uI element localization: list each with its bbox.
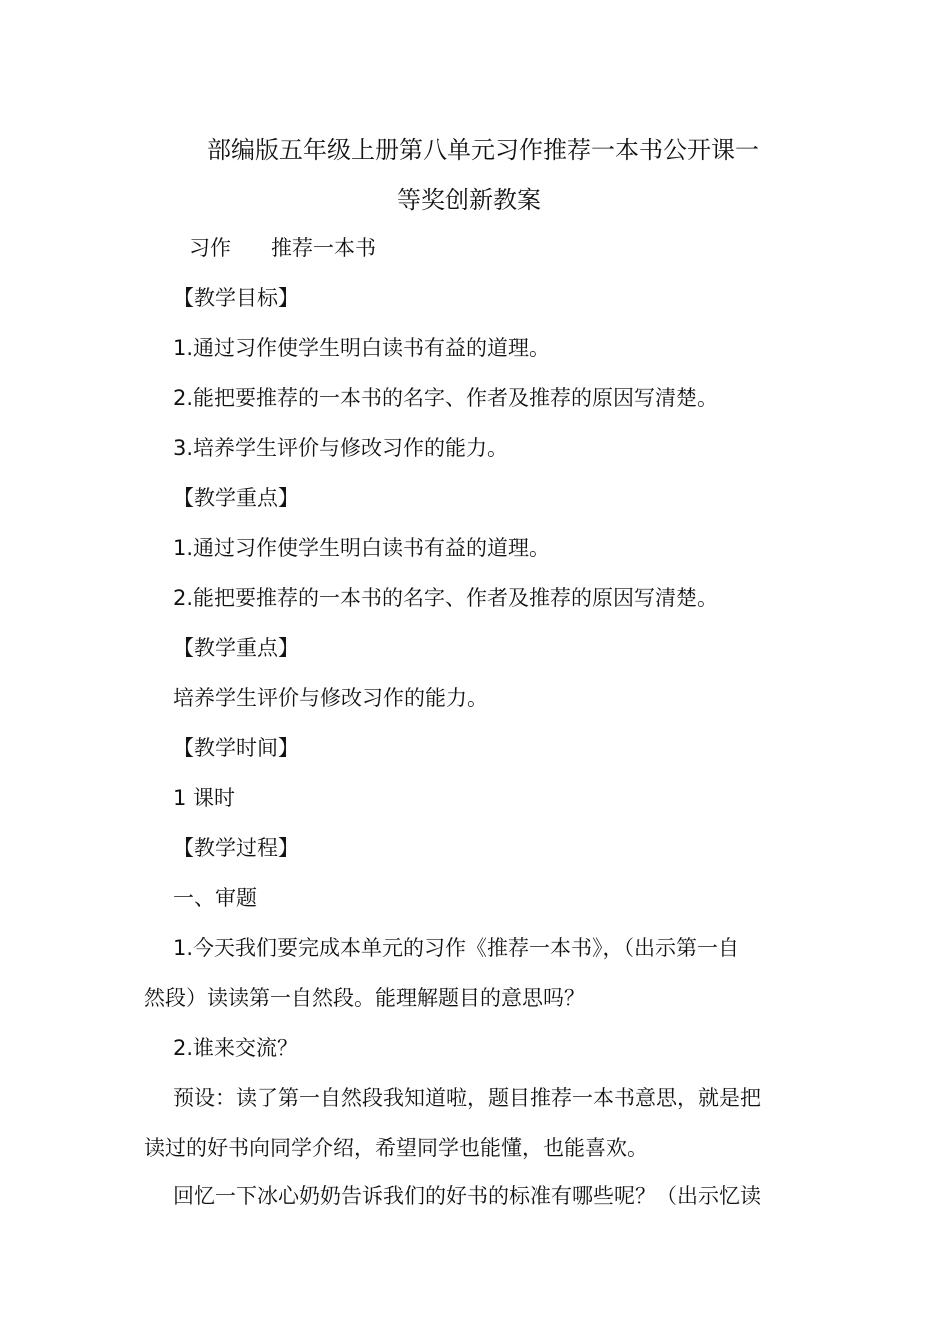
section-heading-process: 【教学过程】 <box>173 836 299 860</box>
key-point-item-1: 1.通过习作使学生明白读书有益的道理。 <box>173 536 551 560</box>
paragraph-4-line-1: 回忆一下冰心奶奶告诉我们的好书的标准有哪些呢？（出示忆读 <box>173 1184 761 1208</box>
paragraph-3-line-2: 读过的好书向同学介绍，希望同学也能懂，也能喜欢。 <box>144 1136 648 1160</box>
paragraph-3-line-1: 预设：读了第一自然段我知道啦，题目推荐一本书意思，就是把 <box>173 1086 761 1110</box>
goal-item-1: 1.通过习作使学生明白读书有益的道理。 <box>173 336 551 360</box>
paragraph-1-line-1: 1.今天我们要完成本单元的习作《推荐一本书》，（出示第一自 <box>173 936 740 960</box>
goal-item-3: 3.培养学生评价与修改习作的能力。 <box>173 436 509 460</box>
key-point-item-3: 培养学生评价与修改习作的能力。 <box>173 686 488 710</box>
section-heading-time: 【教学时间】 <box>173 736 299 760</box>
title-line-1: 部编版五年级上册第八单元习作推荐一本书公开课一 <box>207 136 759 164</box>
paragraph-1-line-2: 然段）读读第一自然段。能理解题目的意思吗？ <box>144 986 585 1010</box>
step-heading-1: 一、审题 <box>173 886 257 910</box>
section-heading-key-points-2: 【教学重点】 <box>173 636 299 660</box>
key-point-item-2: 2.能把要推荐的一本书的名字、作者及推荐的原因写清楚。 <box>173 586 719 610</box>
goal-item-2: 2.能把要推荐的一本书的名字、作者及推荐的原因写清楚。 <box>173 386 719 410</box>
subtitle-right: 推荐一本书 <box>271 236 376 260</box>
section-heading-goals: 【教学目标】 <box>173 286 299 310</box>
title-line-2: 等奖创新教案 <box>397 186 541 214</box>
time-value: 1 课时 <box>173 786 236 810</box>
section-heading-key-points: 【教学重点】 <box>173 486 299 510</box>
paragraph-2: 2.谁来交流？ <box>173 1036 299 1060</box>
subtitle <box>189 238 376 259</box>
subtitle-left: 习作 <box>189 236 231 260</box>
